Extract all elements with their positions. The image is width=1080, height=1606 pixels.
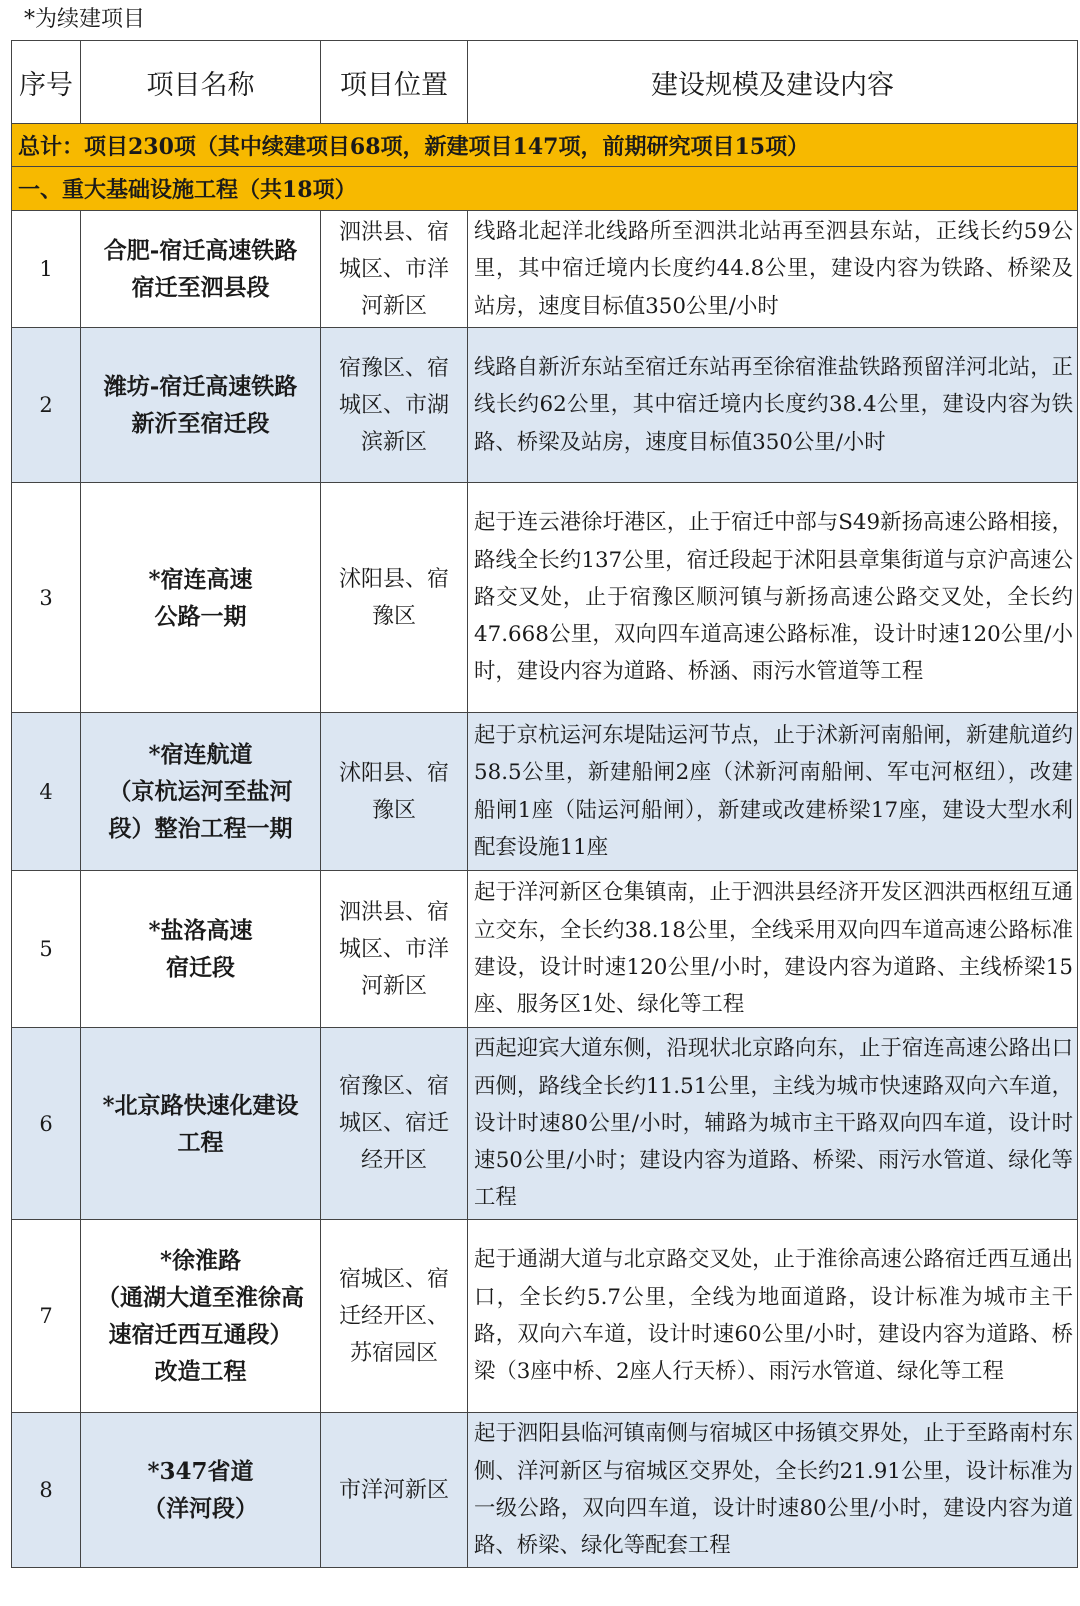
project-location: 宿豫区、宿 城区、市湖 滨新区: [321, 328, 468, 483]
project-table: [11, 40, 1078, 1568]
project-location: 沭阳县、宿 豫区: [321, 713, 468, 871]
row-number: 4: [12, 713, 81, 871]
project-name: *盐洛高速 宿迁段: [81, 871, 321, 1028]
table-row: [12, 713, 1078, 871]
header-project-location: 项目位置: [321, 41, 468, 124]
project-location: 市洋河新区: [321, 1413, 468, 1568]
project-content: 线路北起洋北线路所至泗洪北站再至泗县东站，正线长约59公里，其中宿迁境内长度约44.8公里，建设内容为铁路、桥梁及站房，速度目标值350公里/小时: [468, 211, 1078, 328]
continuing-project-note: *为续建项目: [24, 7, 146, 32]
project-content: 西起迎宾大道东侧，沿现状北京路向东，止于宿连高速公路出口西侧，路线全长约11.51公里，主线为城市快速路双向六车道，设计时速80公里/小时，辅路为城市主干路双向四车道，设计时速50公里/小时；建设内容为道路、桥梁、雨污水管道、绿化等工程: [468, 1028, 1078, 1220]
row-number: 7: [12, 1220, 81, 1413]
row-number: 2: [12, 328, 81, 483]
project-location: 泗洪县、宿 城区、市洋 河新区: [321, 871, 468, 1028]
table-row: [12, 871, 1078, 1028]
project-content: 起于京杭运河东堤陆运河节点，止于沭新河南船闸，新建航道约58.5公里，新建船闸2座（沭新河南船闸、军屯河枢纽），改建船闸1座（陆运河船闸），新建或改建桥梁17座，建设大型水利配套设施11座: [468, 713, 1078, 871]
header-construction-content: 建设规模及建设内容: [468, 41, 1078, 124]
header-row: [12, 41, 1078, 124]
row-number: 3: [12, 483, 81, 713]
table-row: [12, 483, 1078, 713]
project-name: 潍坊-宿迁高速铁路 新沂至宿迁段: [81, 328, 321, 483]
project-name: *北京路快速化建设 工程: [81, 1028, 321, 1220]
project-content: 起于通湖大道与北京路交叉处，止于淮徐高速公路宿迁西互通出口，全长约5.7公里，全线为地面道路，设计标准为城市主干路，双向六车道，设计时速60公里/小时，建设内容为道路、桥梁（3座中桥、2座人行天桥）、雨污水管道、绿化等工程: [468, 1220, 1078, 1413]
table-row: [12, 1220, 1078, 1413]
project-content: 起于连云港徐圩港区，止于宿迁中部与S49新扬高速公路相接，路线全长约137公里，宿迁段起于沭阳县章集街道与京沪高速公路交叉处，止于宿豫区顺河镇与新扬高速公路交叉处，全长约47.668公里，双向四车道高速公路标准，设计时速120公里/小时，建设内容为道路、桥涵、雨污水管道等工程: [468, 483, 1078, 713]
header-no: 序号: [12, 41, 81, 124]
table-row: [12, 1413, 1078, 1568]
total-row: [12, 124, 1078, 167]
project-content: 起于泗阳县临河镇南侧与宿城区中扬镇交界处，止于至路南村东侧、洋河新区与宿城区交界处，全长约21.91公里，设计标准为一级公路，双向四车道，设计时速80公里/小时，建设内容为道路、桥梁、绿化等配套工程: [468, 1413, 1078, 1568]
project-location: 宿豫区、宿 城区、宿迁 经开区: [321, 1028, 468, 1220]
project-name: *徐淮路 （通湖大道至淮徐高 速宿迁西互通段） 改造工程: [81, 1220, 321, 1413]
table-row: [12, 1028, 1078, 1220]
project-location: 泗洪县、宿 城区、市洋 河新区: [321, 211, 468, 328]
project-name: *宿连航道 （京杭运河至盐河 段）整治工程一期: [81, 713, 321, 871]
table-row: [12, 211, 1078, 328]
project-location: 宿城区、宿 迁经开区、 苏宿园区: [321, 1220, 468, 1413]
total-summary: 总计：项目230项（其中续建项目68项，新建项目147项，前期研究项目15项）: [12, 124, 1078, 167]
table-row: [12, 328, 1078, 483]
project-content: 线路自新沂东站至宿迁东站再至徐宿淮盐铁路预留洋河北站，正线长约62公里，其中宿迁境内长度约38.4公里，建设内容为铁路、桥梁及站房，速度目标值350公里/小时: [468, 328, 1078, 483]
project-name: 合肥-宿迁高速铁路 宿迁至泗县段: [81, 211, 321, 328]
project-location: 沭阳县、宿 豫区: [321, 483, 468, 713]
row-number: 1: [12, 211, 81, 328]
project-name: *347省道 （洋河段）: [81, 1413, 321, 1568]
row-number: 5: [12, 871, 81, 1028]
row-number: 6: [12, 1028, 81, 1220]
row-number: 8: [12, 1413, 81, 1568]
project-content: 起于洋河新区仓集镇南，止于泗洪县经济开发区泗洪西枢纽互通立交东，全长约38.18公里，全线采用双向四车道高速公路标准建设，设计时速120公里/小时，建设内容为道路、主线桥梁15座、服务区1处、绿化等工程: [468, 871, 1078, 1028]
section-row: [12, 167, 1078, 211]
project-name: *宿连高速 公路一期: [81, 483, 321, 713]
header-project-name: 项目名称: [81, 41, 321, 124]
section-title: 一、重大基础设施工程（共18项）: [12, 167, 1078, 211]
